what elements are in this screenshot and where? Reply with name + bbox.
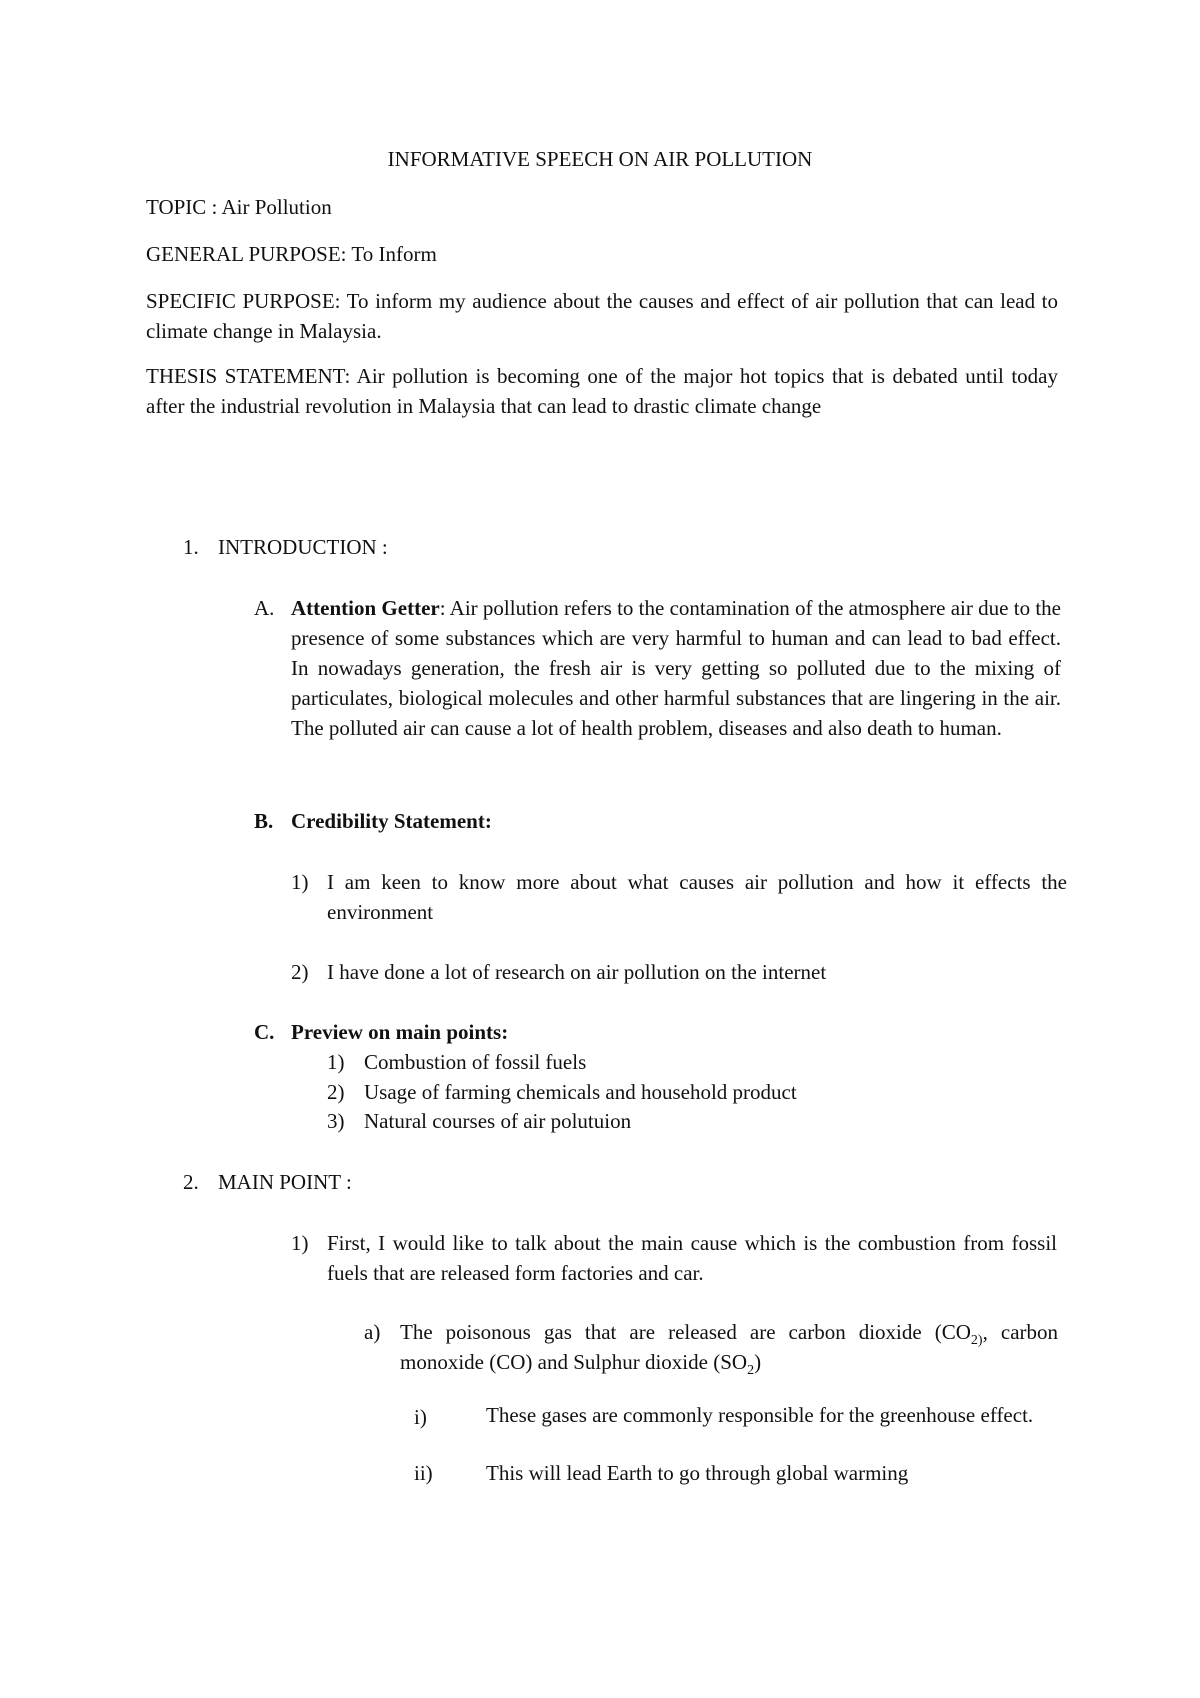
list-number: 1)	[291, 1231, 309, 1255]
section-heading-main-point: MAIN POINT :	[218, 1170, 352, 1194]
section-number: 2.	[183, 1170, 199, 1194]
roman-item-ii: This will lead Earth to go through global warming	[486, 1461, 909, 1485]
attention-getter-paragraph	[291, 593, 1061, 743]
item-letter: B.	[254, 809, 274, 833]
credibility-item-1: I am keen to know more about what causes air pollution and how it effects the environment	[327, 870, 1067, 924]
roman-numeral: ii)	[414, 1461, 433, 1485]
preview-main-points-label: Preview on main points:	[291, 1020, 509, 1044]
list-number: 3)	[327, 1109, 345, 1133]
list-letter: a)	[364, 1320, 381, 1344]
section-heading-introduction: INTRODUCTION :	[218, 535, 388, 559]
preview-item-2: Usage of farming chemicals and household product	[364, 1080, 797, 1104]
item-letter: C.	[254, 1020, 275, 1044]
document-title: INFORMATIVE SPEECH ON AIR POLLUTION	[387, 147, 813, 171]
credibility-statement-label: Credibility Statement:	[291, 809, 492, 833]
list-number: 1)	[291, 870, 309, 894]
list-number: 1)	[327, 1050, 345, 1074]
roman-item-i: These gases are commonly responsible for the greenhouse effect.	[486, 1403, 1034, 1427]
section-number: 1.	[183, 535, 199, 559]
credibility-item-2: I have done a lot of research on air pollution on the internet	[327, 960, 827, 984]
thesis-statement-paragraph: THESIS STATEMENT: Air pollution is becoming one of the major hot topics that is debated until today after the industrial revolution in Malaysia that can lead to drastic climate change	[146, 364, 1058, 418]
attention-getter-label: Attention Getter	[291, 596, 440, 620]
topic-line: TOPIC : Air Pollution	[146, 195, 332, 219]
specific-purpose-paragraph: SPECIFIC PURPOSE: To inform my audience about the causes and effect of air pollution that can lead to climate change in Malaysia.	[146, 289, 1058, 343]
list-number: 2)	[291, 960, 309, 984]
sub-point-a-text: The poisonous gas that are released are carbon dioxide ($CO_{2)}$, carbon monoxide (CO) and Sulphur dioxide $(SO_2)$	[400, 1320, 1059, 1378]
preview-item-3: Natural courses of air polutuion	[364, 1109, 632, 1133]
list-number: 2)	[327, 1080, 345, 1104]
item-letter: A.	[254, 596, 275, 620]
attention-getter-text: : Air pollution refers to the contamination of the atmosphere air due to the presence of some substances which are very harmful to human and can lead to bad effect. In nowadays generation, the fresh air is very getting so polluted due to the mixing of particulates, biological molecules and other harmful substances that are lingering in the air. The polluted air can cause a lot of health problem, diseases and also death to human.	[291, 596, 1061, 740]
preview-item-1: Combustion of fossil fuels	[364, 1050, 587, 1074]
general-purpose-line: GENERAL PURPOSE: To Inform	[146, 242, 437, 266]
main-point-1-text: First, I would like to talk about the main cause which is the combustion from fossil fuels that are released form factories and car.	[327, 1231, 1057, 1285]
roman-numeral: i)	[414, 1405, 427, 1429]
